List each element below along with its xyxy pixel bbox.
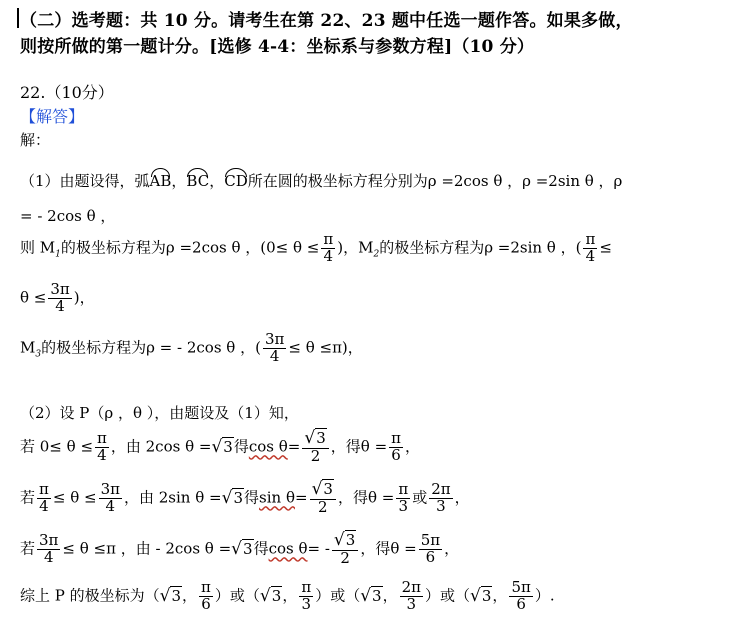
part1-text: 的极坐标方程为ρ =2cos θ ，(0≤ θ ≤ — [60, 238, 320, 257]
fraction: $\frac{\pi}{4}$ — [585, 230, 596, 265]
fraction: $\frac{3\pi}{4}$ — [264, 330, 285, 365]
conclusion-text: ， — [282, 586, 298, 605]
part1-text: M — [20, 338, 36, 357]
section-header-line-1: （二）选考题：共 10 分。请考生在第 22、23 题中任选一题作答。如果多做， — [20, 11, 633, 31]
case-text: ， — [405, 437, 421, 456]
case-text: sin θ — [259, 488, 295, 507]
fraction: $\frac{\pi}{4}$ — [39, 480, 49, 515]
case-text: ， — [454, 488, 470, 507]
fraction: $\frac{5\pi}{6}$ — [420, 531, 441, 566]
subscript: 3 — [35, 349, 42, 360]
part1-line-5 — [20, 332, 363, 365]
subscript: 2 — [373, 249, 380, 260]
conclusion-text: ， — [182, 586, 198, 605]
case-text: ，得θ = — [337, 488, 395, 507]
fraction: $\frac{3\pi}{4}$ — [100, 480, 120, 515]
conclusion-text: ）或（ — [425, 586, 471, 605]
case-text: ，得θ = — [360, 539, 417, 558]
case-text: 或 — [412, 488, 428, 507]
fraction: $\frac{\pi}{3}$ — [301, 578, 312, 613]
sqrt-3: √3 — [221, 488, 243, 509]
case-text: ，由 2sin θ = — [124, 488, 222, 507]
case-text: = - — [307, 539, 330, 558]
fraction: $\frac{2\pi}{3}$ — [431, 480, 451, 515]
sqrt-3: √3 — [231, 539, 253, 560]
case-text: cos θ — [268, 539, 308, 558]
fraction: $\frac{\pi}{6}$ — [391, 429, 401, 464]
arc-cd: CD — [224, 168, 248, 190]
part1-text: ≤ — [599, 238, 612, 257]
answer-tag: 【解答】 — [20, 107, 85, 126]
case-text: 得 — [233, 437, 249, 456]
conclusion — [20, 580, 555, 613]
conclusion-text: ）或（ — [315, 586, 361, 605]
part1-text: 则 M — [20, 238, 56, 257]
part1-line-2: = - 2cos θ ， — [20, 207, 116, 225]
part2-line-1: （2）设 P（ρ ，θ ），由题设及（1）知， — [20, 404, 299, 422]
subscript: 1 — [55, 249, 61, 260]
sqrt-3: √3 — [470, 586, 492, 607]
fraction: $\frac{\pi}{6}$ — [201, 578, 211, 613]
sqrt-3: √3 — [259, 586, 282, 607]
solution-intro: 解： — [20, 131, 51, 149]
part1-line-3 — [20, 232, 612, 265]
case-text: cos θ — [248, 437, 288, 456]
case-text: 若 — [20, 539, 36, 558]
case-text: 得 — [244, 488, 260, 507]
part1-text: 的极坐标方程为ρ = - 2cos θ ，( — [41, 338, 261, 357]
conclusion-text: 综上 P 的极坐标为（ — [20, 586, 160, 605]
case-text: = — [294, 488, 308, 507]
part1-text: ≤ θ ≤π)， — [288, 338, 363, 357]
sqrt-3: √3 — [211, 437, 233, 458]
case-2 — [20, 481, 470, 516]
part1-text: 所在圆的极坐标方程分别为ρ =2cos θ ，ρ =2sin θ ，ρ — [247, 172, 623, 190]
conclusion-text: ， — [382, 586, 398, 605]
sqrt-3: √3 — [159, 586, 182, 607]
fraction: $\frac{2\pi}{3}$ — [401, 578, 422, 613]
fraction: $\frac{3\pi}{4}$ — [50, 280, 70, 315]
conclusion-text: ）或（ — [214, 586, 260, 605]
fraction: $\frac{\pi}{4}$ — [323, 230, 334, 265]
sqrt-3: √3 — [360, 586, 382, 607]
part1-line-1: （1）由题设得，弧AB，BC，CD所在圆的极坐标方程分别为ρ =2cos θ ，ρ =2sin θ ，ρ — [20, 168, 622, 191]
fraction: $\frac{\pi}{4}$ — [97, 429, 107, 464]
part1-text: （1）由题设得，弧 — [20, 172, 150, 190]
fraction: $\frac{√3}{2}$ — [332, 532, 358, 567]
case-text: 若 — [20, 488, 36, 507]
conclusion-text: ）. — [534, 586, 555, 605]
case-1 — [20, 430, 420, 465]
conclusion-text: ， — [492, 586, 508, 605]
fraction: $\frac{\pi}{3}$ — [398, 480, 409, 515]
part1-text: 的极坐标方程为ρ =2sin θ ，( — [379, 238, 582, 257]
section-header-line-2: 则按所做的第一题计分。[选修 4-4：坐标系与参数方程]（10 分） — [20, 37, 535, 57]
part1-text: )，M — [337, 238, 374, 257]
case-text: 得 — [253, 539, 269, 558]
part1-text: θ ≤ — [20, 288, 47, 307]
fraction: $\frac{√3}{2}$ — [302, 430, 328, 465]
case-text: ，由 2cos θ = — [110, 437, 212, 456]
case-text: ，得θ = — [330, 437, 388, 456]
arc-ab: AB — [150, 168, 172, 190]
fraction: $\frac{√3}{2}$ — [310, 481, 336, 516]
arc-bc: BC — [186, 168, 209, 190]
part1-line-4 — [20, 282, 95, 315]
case-text: ≤ θ ≤ — [52, 488, 97, 507]
case-text: ≤ θ ≤π ，由 - 2cos θ = — [62, 539, 232, 558]
case-text: = — [287, 437, 301, 456]
fraction: $\frac{5\pi}{6}$ — [511, 578, 531, 613]
case-3 — [20, 532, 459, 567]
problem-number: 22.（10分） — [20, 83, 114, 102]
fraction: $\frac{3\pi}{4}$ — [39, 531, 59, 566]
case-text: ， — [444, 539, 460, 558]
left-margin-bar — [17, 8, 19, 28]
part1-text: )， — [73, 288, 95, 307]
case-text: 若 0≤ θ ≤ — [20, 437, 94, 456]
